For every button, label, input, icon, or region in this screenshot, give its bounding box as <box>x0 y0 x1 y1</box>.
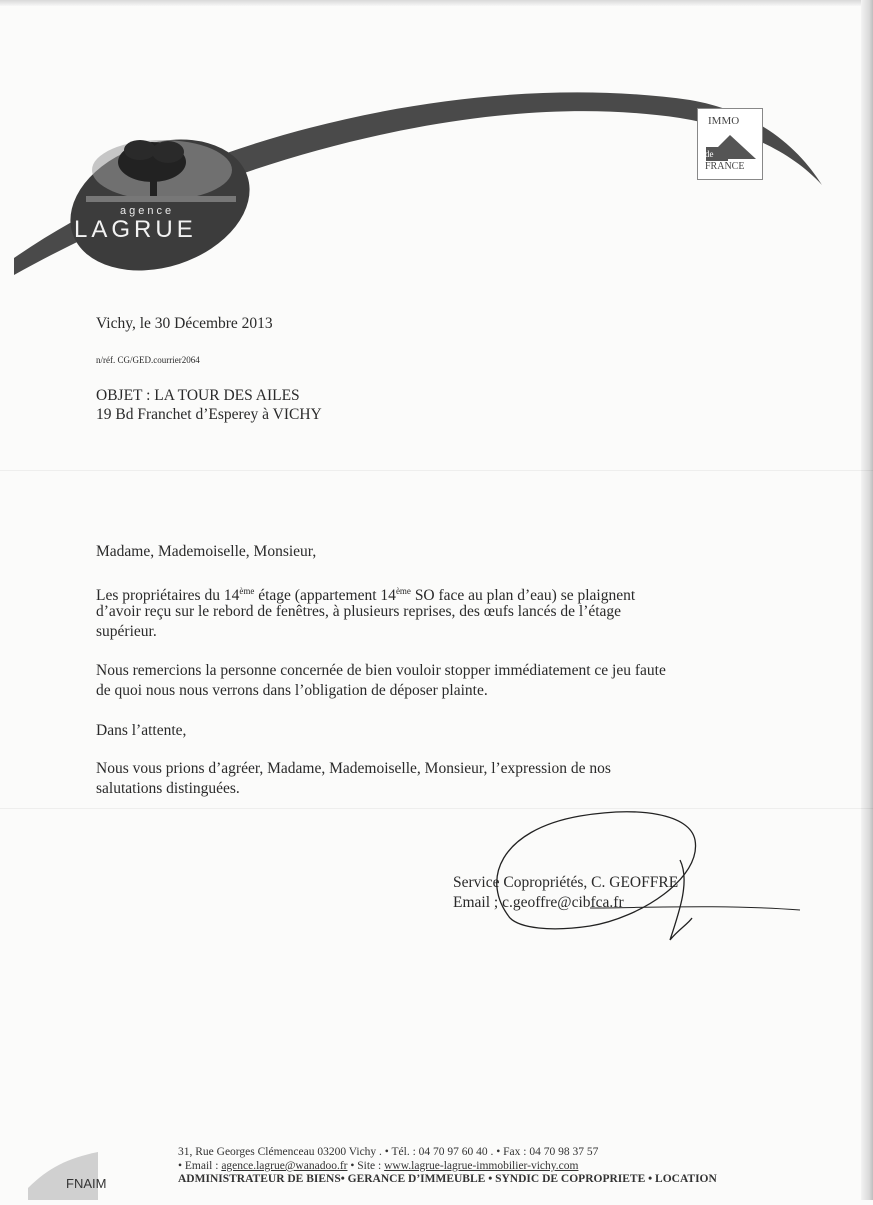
paragraph-1-line-1: Les propriétaires du 14ème étage (appartement 14ème SO face au plan d’eau) se plaignent <box>96 586 636 605</box>
footer-contact: • Email : agence.lagrue@wanadoo.fr • Site : www.lagrue-lagrue-immobilier-vichy.com <box>178 1160 579 1172</box>
letter-object-line-2: 19 Bd Franchet d’Esperey à VICHY <box>96 406 322 423</box>
signature-line-1: Service Copropriétés, C. GEOFFRE <box>453 874 679 891</box>
paragraph-4-line-2: salutations distinguées. <box>96 780 240 797</box>
handwritten-signature <box>440 800 820 960</box>
immo-de-france-logo <box>697 108 763 180</box>
immo-logo-text-mid: de <box>705 149 714 159</box>
immo-logo-text-bottom: FRANCE <box>705 161 745 172</box>
footer-services: ADMINISTRATEUR DE BIENS• GERANCE D’IMMEUBLE • SYNDIC DE COPROPRIETE • LOCATION <box>178 1173 717 1185</box>
paragraph-2-line-2: de quoi nous nous verrons dans l’obligation de déposer plainte. <box>96 682 488 699</box>
paragraph-1-line-2: d’avoir reçu sur le rebord de fenêtres, à plusieurs reprises, des œufs lancés de l’étage <box>96 603 622 620</box>
paragraph-2-line-1: Nous remercions la personne concernée de bien vouloir stopper immédiatement ce jeu faute <box>96 662 666 679</box>
fnaim-logo <box>28 1148 128 1200</box>
footer-site-link[interactable]: www.lagrue-lagrue-immobilier-vichy.com <box>384 1160 579 1172</box>
letter-salutation: Madame, Mademoiselle, Monsieur, <box>96 543 317 560</box>
immo-logo-text-top: IMMO <box>708 115 740 127</box>
paragraph-4-line-1: Nous vous prions d’agréer, Madame, Mademoiselle, Monsieur, l’expression de nos <box>96 760 611 777</box>
paragraph-1-line-3: supérieur. <box>96 623 157 640</box>
paragraph-3: Dans l’attente, <box>96 722 187 739</box>
fnaim-label: FNAIM <box>66 1176 107 1191</box>
letter-date: Vichy, le 30 Décembre 2013 <box>96 315 273 332</box>
footer-email-link[interactable]: agence.lagrue@wanadoo.fr <box>221 1160 348 1172</box>
agency-logo-name: LAGRUE <box>74 216 197 243</box>
paper-fold-line <box>0 470 873 471</box>
signature-line-2: Email ; c.geoffre@cibfca.fr <box>453 894 624 911</box>
agency-logo-subtitle: agence <box>120 205 175 217</box>
fnaim-logo-graphic <box>28 1148 128 1200</box>
letter-object-line-1: OBJET : LA TOUR DES AILES <box>96 387 300 404</box>
letter-reference: n/réf. CG/GED.courrier2064 <box>96 355 200 365</box>
letterhead <box>0 0 873 300</box>
footer-address: 31, Rue Georges Clémenceau 03200 Vichy . • Tél. : 04 70 97 60 40 . • Fax : 04 70 98 37 57 <box>178 1146 599 1158</box>
